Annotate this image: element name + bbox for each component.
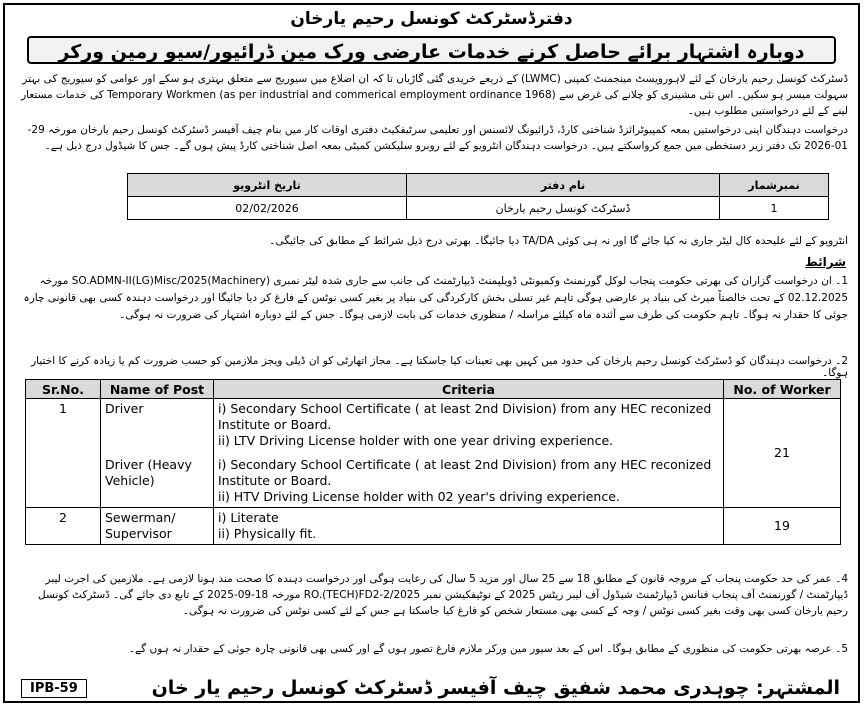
posts-table xyxy=(25,379,841,545)
criteria-driver-heavy-1: i) Secondary School Certificate ( at least 2nd Division) from any HEC reconized Institute or Board. xyxy=(218,457,712,488)
interview-schedule-table xyxy=(127,173,829,220)
schedule-date: 02/02/2026 xyxy=(128,197,407,220)
criteria-driver-heavy-2: ii) HTV Driving License holder with 02 year's driving experience. xyxy=(218,489,620,504)
condition-5: 5۔ عرصہ بھرتی حکومت کی منظوری کے مطابق ہوگا۔ اس کے بعد سیور مین ورکر ملازم فارغ تصور ہوں گے اور کسی بھی قانونی چارہ جوئی کے حقدار نہ ہوں گے۔ xyxy=(128,643,848,655)
post-workers: 19 xyxy=(724,508,841,545)
schedule-office: ڈسٹرکٹ کونسل رحیم یارخان xyxy=(407,197,720,220)
posts-header-post: Name of Post xyxy=(101,380,214,399)
criteria-driver-2: ii) LTV Driving License holder with one year driving experience. xyxy=(218,433,614,448)
post-criteria-cell xyxy=(214,508,724,545)
criteria-sewerman-2: ii) Physically fit. xyxy=(218,526,317,541)
posts-header-row xyxy=(26,380,841,399)
posts-row xyxy=(26,508,841,545)
advertiser-line: المشتہر: چوہدری محمد شفیق چیف آفیسر ڈسٹرکٹ کونسل رحیم یار خان xyxy=(151,677,840,699)
post-workers: 21 xyxy=(724,399,841,508)
footer xyxy=(15,677,848,703)
posts-header-criteria: Criteria xyxy=(214,380,724,399)
office-title: دفترڈسٹرکٹ کونسل رحیم یارخان xyxy=(290,9,573,29)
criteria-driver-1: i) Secondary School Certificate ( at least 2nd Division) from any HEC reconized Institute or Board. xyxy=(218,401,712,432)
intro-paragraph-2: درخواست دہندگان اپنی درخواستیں بمعہ کمپیوٹرائزڈ شناختی کارڈ، ڈرائیونگ لائسنس اور تعلیمی سرٹیفکیٹ دفتری اوقات کار میں بنام چیف آفیسر ڈسٹرکٹ کونسل رحیم یارخان مورخہ 29-01-2026 تک دفتر زیر دستخطی میں جمع کرواسکتے ہیں۔ درخواست دہندگان انٹرویو کے لئے روبرو سلیکشن کمیٹی بمعہ اصل شناختی کارڈ پیش ہوں گے۔ جس کا شیڈول درج ذیل ہے۔ xyxy=(27,124,848,152)
post-name-driver: Driver xyxy=(105,401,144,416)
schedule-header-date: تاریخ انٹرویو xyxy=(128,174,407,197)
condition-1: 1۔ ان درخواست گزاران کی بھرتی حکومت پنجاب لوکل گورنمنٹ وکمیونٹی ڈویلپمنٹ ڈیپارٹمنٹ کی جانب سے جاری شدہ لیٹر نمبری SO.ADMN-II(LG)Misc/2025(Machinery) مورخہ 02.12.2025 کے تحت خالصتاً میرٹ کی بنیاد پر عارضی ہوگی تاہم غیر تسلی بخش کارکردگی کی بنیاد پر بغیر کسی نوٹس کے فارغ کر دیا جائیگا اور درخواست دہندہ کسی بھی قانونی چارہ جوئی کا حقدار نہ ہوگا۔ تاہم حکومت کی طرف سے آئندہ ماہ کیلئے مراسلہ / منظوری خدمات کی بابت لازمی ہوگا۔ جس کے لئے دوبارہ اشتہار کی ضرورت نہ ہوگی۔ xyxy=(23,275,848,321)
condition-4: 4۔ عمر کی حد حکومت پنجاب کے مروجہ قانون کے مطابق 18 سے 25 سال اور مزید 5 سال کی رعایت ہوگی اور درخواست دہندہ کا صحت مند ہونا لازمی ہے۔ ملازمین کی اجرت لیبر ڈیپارٹمنٹ / گورنمنٹ آف پنجاب فنانس ڈیپارٹمنٹ شیڈول آف لیبر ریٹس 2025 کے نوٹیفکیشن نمبر RO.(TECH)FD2-2/2025 مورخہ 18-09-2025 کے تابع دی جائے گی۔ ڈسٹرکٹ کونسل رحیم یارخان کسی بھی وقت بغیر کسی نوٹس / وجہ کے کسی بھی مستعار شخص کو فارغ کیا جاسکتا ہے جس کے لئے کسی نوٹس کی ضرورت نہ ہوگی۔ xyxy=(38,573,848,617)
ipb-number: IPB-59 xyxy=(21,679,87,698)
post-sr: 1 xyxy=(26,399,101,508)
posts-header-workers: No. of Worker xyxy=(724,380,841,399)
condition-2: 2۔ درخواست دہندگان کو ڈسٹرکٹ کونسل رحیم یارخان کی حدود میں کہیں بھی تعینات کیا جاسکتا ہے۔ مجاز اتھارٹی کو ان ڈیلی ویجز ملازمین کو حسب ضرورت کم یا زیادہ کرنے کا اختیار ہوگا۔ xyxy=(31,355,848,379)
post-sr: 2 xyxy=(26,508,101,545)
schedule-header-row xyxy=(128,174,829,197)
posts-header-sr: Sr.No. xyxy=(26,380,101,399)
advertisement-page xyxy=(3,3,860,703)
posts-row xyxy=(26,399,841,508)
intro-paragraph-1: ڈسٹرکٹ کونسل رحیم یارخان کے لئے لاہورویسٹ مینجمنٹ کمپنی (LWMC) کے ذریعے خریدی گئی گاڑیاں تا کہ ان اضلاع میں سیوریج سے متعلق بہتری ہو سکے اور عوامی کو سیوریج کی بہتر سہولت میسر ہو سکیں۔ اس نئی مشینری کو چلانے کی غرض سے Temporary Workmen (as per industrial and commerical employment ordinance 1968) کی خدمات مستعار لینے کے لئے درخواستیں مطلوب ہیں۔ xyxy=(21,73,848,117)
criteria-sewerman-1: i) Literate xyxy=(218,510,279,525)
interview-note: انٹرویو کے لئے علیحدہ کال لیٹر جاری نہ کیا جائے گا اور نہ ہی کوئی TA/DA دیا جائیگا۔ بھرتی درج ذیل شرائط کے مطابق کی جائیگی۔ xyxy=(269,235,848,247)
schedule-row xyxy=(128,197,829,220)
post-name-sewerman: Sewerman/ Supervisor xyxy=(101,508,214,545)
post-name-cell xyxy=(101,399,214,508)
schedule-header-office: نام دفتر xyxy=(407,174,720,197)
schedule-sr: 1 xyxy=(720,197,829,220)
schedule-header-sr: نمبرشمار xyxy=(720,174,829,197)
post-name-driver-heavy: Driver (Heavy Vehicle) xyxy=(105,457,192,488)
conditions-heading: شرائط xyxy=(805,255,846,269)
advertisement-headline: دوبارہ اشتہار برائے حاصل کرنے خدمات عارضی ورک مین ڈرائیور/سیو رمین ورکر xyxy=(27,36,836,64)
post-criteria-cell xyxy=(214,399,724,508)
